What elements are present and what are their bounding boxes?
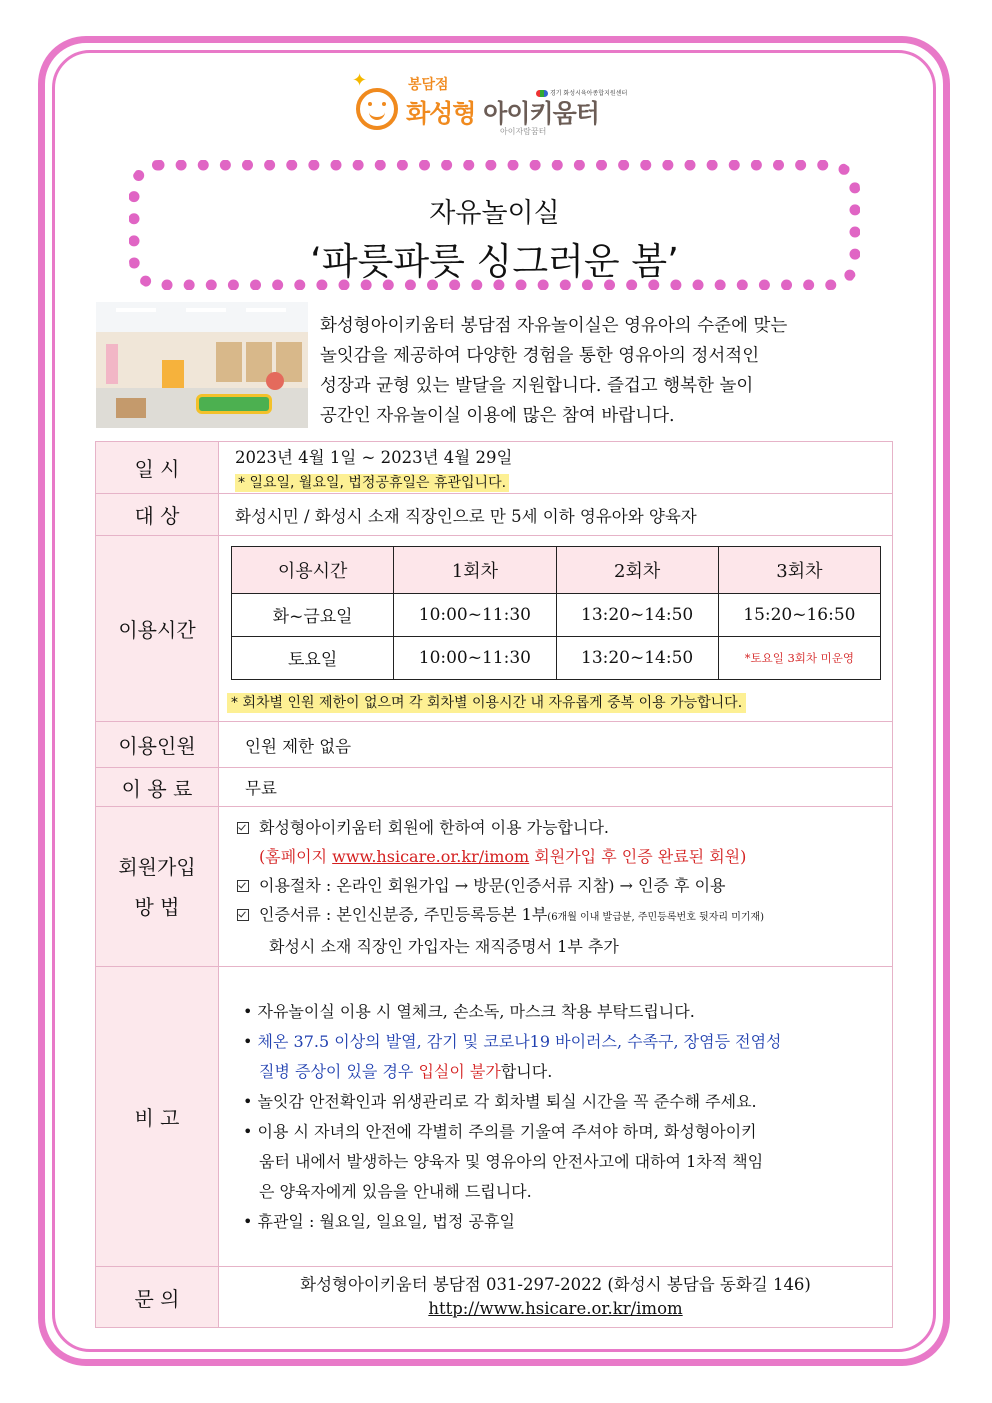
label-join-1: 회원가입 xyxy=(118,854,196,879)
join-url[interactable]: www.hsicare.or.kr/imom xyxy=(332,846,530,866)
remark-4b: 움터 내에서 발생하는 양육자 및 영유아의 안전사고에 대하여 1차적 책임 xyxy=(259,1151,764,1171)
check-box-icon xyxy=(237,822,249,834)
intro-line: 성장과 균형 있는 발달을 지원합니다. 즐겁고 행복한 놀이 xyxy=(320,376,754,396)
join-line2-pre: (홈페이지 xyxy=(259,846,333,866)
intro-line: 놀잇감을 제공하여 다양한 경험을 통한 영유아의 정서적인 xyxy=(320,346,760,366)
remark-2b: 질병 증상이 있을 경우 xyxy=(259,1061,419,1081)
label-contact: 문 의 xyxy=(96,1267,219,1328)
label-remarks: 비 고 xyxy=(96,967,219,1267)
join-line2-post: 회원가입 후 인증 완료된 회원) xyxy=(529,846,747,866)
schedule-cell: 13:20~14:50 xyxy=(556,636,718,679)
remark-2-red: 입실이 불가 xyxy=(418,1061,501,1081)
contact-url[interactable]: http://www.hsicare.or.kr/imom xyxy=(428,1299,683,1318)
title-box xyxy=(129,160,860,290)
time-note: * 회차별 인원 제한이 없으며 각 회차별 이용시간 내 자유롭게 중복 이용 가능합니다. xyxy=(227,693,746,713)
intro-line: 화성형아이키움터 봉담점 자유놀이실은 영유아의 수준에 맞는 xyxy=(320,316,788,336)
schedule-header-cell: 이용시간 xyxy=(232,546,394,593)
logo-name xyxy=(406,94,599,130)
target-value: 화성시민 / 화성시 소재 직장인으로 만 5세 이하 영유아와 양육자 xyxy=(219,494,893,536)
row-remarks: 비 고 • 자유놀이실 이용 시 열체크, 손소독, 마스크 착용 부탁드립니다. • 체온 37.5 이상의 발열, 감기 및 코로나19 바이러스, 수족구, 장염등 전염성 질병 증상이 있을 경우 입실이 불가합니다. • 놀잇감 안전확인과 위생관리로 각 회차별 퇴실 시간을 꼭 준수해 주세요. • 이용 시 자녀의 안전에 각별히 주의를 기울여 주셔야 하며, 화성형아이키 움터 내에서 발생하는 양육자 및 영유아의 안전사고에 대하여 1차적 책임 은 양육자에게 있음을 안내해 드립니다. • 휴관일 : 월요일, 일요일, 법정 공휴일 xyxy=(96,967,893,1267)
label-time: 이용시간 xyxy=(96,536,219,722)
remark-3: • 놀잇감 안전확인과 위생관리로 각 회차별 퇴실 시간을 꼭 준수해 주세요. xyxy=(243,1091,757,1111)
label-date: 일 시 xyxy=(96,442,219,494)
logo-branch: 봉담점 xyxy=(408,77,449,93)
contact-line1: 화성형아이키움터 봉담점 031-297-2022 (화성시 봉담읍 동화길 146) xyxy=(300,1275,811,1294)
remark-2a: 체온 37.5 이상의 발열, 감기 및 코로나19 바이러스, 수족구, 장염등 전염성 xyxy=(257,1031,782,1051)
schedule-table xyxy=(231,546,881,680)
check-box-icon xyxy=(237,880,249,892)
schedule-header-cell: 1회차 xyxy=(394,546,556,593)
star-icon: ✦ xyxy=(352,70,368,91)
remark-4a: • 이용 시 자녀의 안전에 각별히 주의를 기울여 주셔야 하며, 화성형아이키 xyxy=(243,1121,757,1141)
playroom-photo xyxy=(96,302,308,428)
join-line4-small: (6개월 이내 발급분, 주민등록번호 뒷자리 미기재) xyxy=(547,911,765,923)
schedule-cell: 10:00~11:30 xyxy=(394,593,556,636)
logo-tagline: 아이자람꿈터 xyxy=(500,127,547,136)
row-target xyxy=(96,494,893,536)
logo-name-part2: 아이키움터 xyxy=(483,99,599,128)
row-time xyxy=(96,536,893,722)
schedule-cell: 토요일 xyxy=(232,636,394,679)
schedule-header xyxy=(232,546,881,593)
remark-5: • 휴관일 : 월요일, 일요일, 법정 공휴일 xyxy=(243,1211,515,1231)
row-join xyxy=(96,807,893,967)
remark-1: • 자유놀이실 이용 시 열체크, 손소독, 마스크 착용 부탁드립니다. xyxy=(243,1001,695,1021)
title-line2: ‘파릇파릇 싱그러운 봄’ xyxy=(310,240,679,283)
schedule-cell: 10:00~11:30 xyxy=(394,636,556,679)
info-table xyxy=(95,441,893,1328)
schedule-cell: 13:20~14:50 xyxy=(556,593,718,636)
label-capacity: 이용인원 xyxy=(96,722,219,768)
row-capacity xyxy=(96,722,893,768)
title-line1: 자유놀이실 xyxy=(429,198,560,229)
intro-text xyxy=(320,311,880,431)
schedule-cell: 15:20~16:50 xyxy=(718,593,880,636)
schedule-cell-note: *토요일 3회차 미운영 xyxy=(718,636,880,679)
logo xyxy=(352,72,642,142)
row-contact xyxy=(96,1267,893,1328)
logo-face-icon xyxy=(356,88,398,130)
fee-value: 무료 xyxy=(219,768,893,807)
intro-line: 공간인 자유놀이실 이용에 많은 참여 바랍니다. xyxy=(320,406,675,426)
join-line4: 인증서류 : 본인신분증, 주민등록등본 1부 xyxy=(259,904,548,924)
remark-2-end: 합니다. xyxy=(500,1061,553,1081)
join-line1: 화성형아이키움터 회원에 한하여 이용 가능합니다. xyxy=(259,817,610,837)
logo-org: 경기 화성시육아종합지원센터 xyxy=(536,88,627,97)
label-fee: 이 용 료 xyxy=(96,768,219,807)
schedule-header-cell: 3회차 xyxy=(718,546,880,593)
label-target: 대 상 xyxy=(96,494,219,536)
join-line5: 화성시 소재 직장인 가입자는 재직증명서 1부 추가 xyxy=(269,936,619,956)
join-line3: 이용절차 : 온라인 회원가입 → 방문(인증서류 지참) → 인증 후 이용 xyxy=(259,875,726,895)
check-box-icon xyxy=(237,909,249,921)
label-join-2: 방 법 xyxy=(134,894,180,919)
schedule-row-saturday xyxy=(232,636,881,679)
date-note: * 일요일, 월요일, 법정공휴일은 휴관입니다. xyxy=(235,474,509,492)
date-value: 2023년 4월 1일 ~ 2023년 4월 29일 xyxy=(235,447,513,467)
capacity-value: 인원 제한 없음 xyxy=(219,722,893,768)
row-date xyxy=(96,442,893,494)
schedule-cell: 화~금요일 xyxy=(232,593,394,636)
schedule-row-weekday xyxy=(232,593,881,636)
schedule-header-cell: 2회차 xyxy=(556,546,718,593)
remark-4c: 은 양육자에게 있음을 안내해 드립니다. xyxy=(259,1181,532,1201)
row-fee xyxy=(96,768,893,807)
logo-name-part1: 화성형 xyxy=(406,99,476,128)
